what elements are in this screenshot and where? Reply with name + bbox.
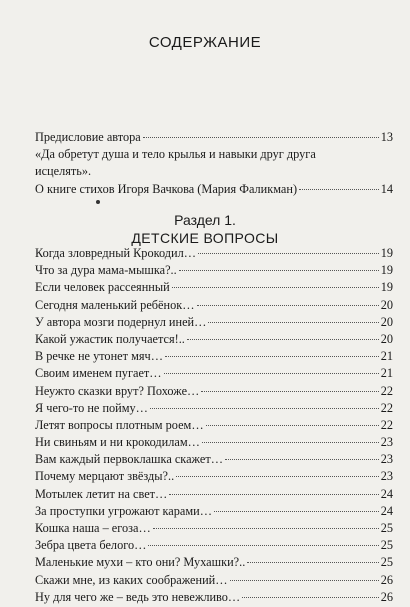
entry-title: Какой ужастик получается!.. [35,331,185,346]
dot-leader [201,391,378,392]
dot-leader [148,545,378,546]
entry-title: Предисловие автора [35,130,141,144]
entry-page: 13 [380,130,393,144]
entry-title: Зебра цвета белого… [35,538,147,553]
entry-title: Неужто сказки врут? Похоже… [35,383,200,398]
entry-page: 24 [380,486,393,501]
dot-leader [214,511,379,512]
entry-page: 22 [380,383,393,398]
toc-entry [35,263,393,280]
entry-page: 20 [380,314,393,329]
dot-leader [299,189,379,190]
entry-title: Своим именем пугает… [35,366,162,381]
toc-entry [35,349,393,366]
toc-entry [35,182,393,199]
toc-entry [35,435,393,452]
dot-leader [164,373,379,374]
dot-leader [208,322,378,323]
toc-entry [35,130,393,147]
entry-page: 20 [380,297,393,312]
dot-leader [176,476,379,477]
section-number: Раздел 1. [174,212,236,228]
entry-page: 22 [380,417,393,432]
toc-entry [35,590,393,607]
entry-page: 21 [380,349,393,364]
dot-leader [187,339,379,340]
toc-entry [35,315,393,332]
entry-title: В речке не утонет мяч… [35,349,163,364]
entry-title: У автора мозги подернул иней… [35,314,207,329]
entry-page: 23 [380,435,393,450]
dot-leader [206,425,379,426]
entry-title: Если человек рассеянный [35,280,170,295]
entry-title: О книге стихов Игоря Вачкова (Мария Фаликман) [35,181,298,196]
toc-entry [35,487,393,504]
entry-page: 19 [380,246,393,260]
toc-entry [35,469,393,486]
entry-page: 19 [380,263,393,278]
toc-entry [35,366,393,383]
toc-entry [35,298,393,315]
entry-page: 14 [380,181,393,196]
section-name: ДЕТСКИЕ ВОПРОСЫ [131,230,279,246]
dot-leader [230,580,379,581]
entry-title: Скажи мне, из каких соображений… [35,572,228,587]
toc-entry [35,504,393,521]
entry-title: исцелять». [35,164,92,179]
toc-entry [35,332,393,349]
toc-entry [35,538,393,555]
entry-title: Что за дура мама-мышка?.. [35,263,177,278]
toc-entry [35,452,393,469]
toc-entry [35,246,393,263]
entry-page: 26 [380,589,393,604]
entry-page: 23 [380,452,393,467]
toc-entry [35,573,393,590]
toc-entry [35,384,393,401]
dot-leader [150,408,379,409]
entry-page: 26 [380,572,393,587]
page-title: СОДЕРЖАНИЕ [148,34,262,51]
section-entries [35,246,393,607]
dot-leader [197,305,379,306]
entry-title: За проступки угрожают карами… [35,503,213,518]
entry-title: «Да обретут душа и тело крылья и навыки друг друга [35,147,316,162]
entry-page: 20 [380,331,393,346]
entry-page: 19 [380,280,393,295]
toc-entry [35,401,393,418]
entry-page: 25 [380,555,393,570]
entry-title: Сегодня маленький ребёнок… [35,297,195,312]
toc-entry [35,280,393,297]
dot-leader [179,270,379,271]
entry-page: 23 [380,469,393,484]
entry-title: Почему мерцают звёзды?.. [35,469,175,484]
entry-page: 24 [380,503,393,518]
entry-title: Я чего-то не пойму… [35,400,148,415]
dot-leader [242,597,378,598]
entry-title: Кошка наша – егоза… [35,521,151,535]
entry-title: Летят вопросы плотным роем… [35,417,204,432]
toc-entry [35,418,393,435]
dot-leader [165,356,379,357]
toc-entry [35,555,393,572]
dot-leader [247,562,378,563]
entry-title: Когда зловредный Крокодил… [35,246,197,260]
dot-leader [143,137,379,138]
dot-leader [198,253,379,254]
toc-entry [35,521,393,538]
entry-title: Маленькие мухи – кто они? Мухашки?.. [35,555,246,570]
entry-title: Ни свиньям и ни крокодилам… [35,435,200,450]
entry-title: Мотылек летит на свет… [35,486,168,501]
dot-leader [169,494,378,495]
ink-speck [96,200,100,204]
dot-leader [225,459,379,460]
entry-title: Вам каждый первоклашка скажет… [35,452,224,467]
dot-leader [153,528,379,529]
entry-page: 25 [380,521,393,535]
front-matter [35,130,393,199]
dot-leader [202,442,379,443]
entry-page: 25 [380,538,393,553]
entry-page: 22 [380,400,393,415]
entry-title: Ну для чего же – ведь это невежливо… [35,589,241,604]
entry-page: 21 [380,366,393,381]
dot-leader [172,287,379,288]
